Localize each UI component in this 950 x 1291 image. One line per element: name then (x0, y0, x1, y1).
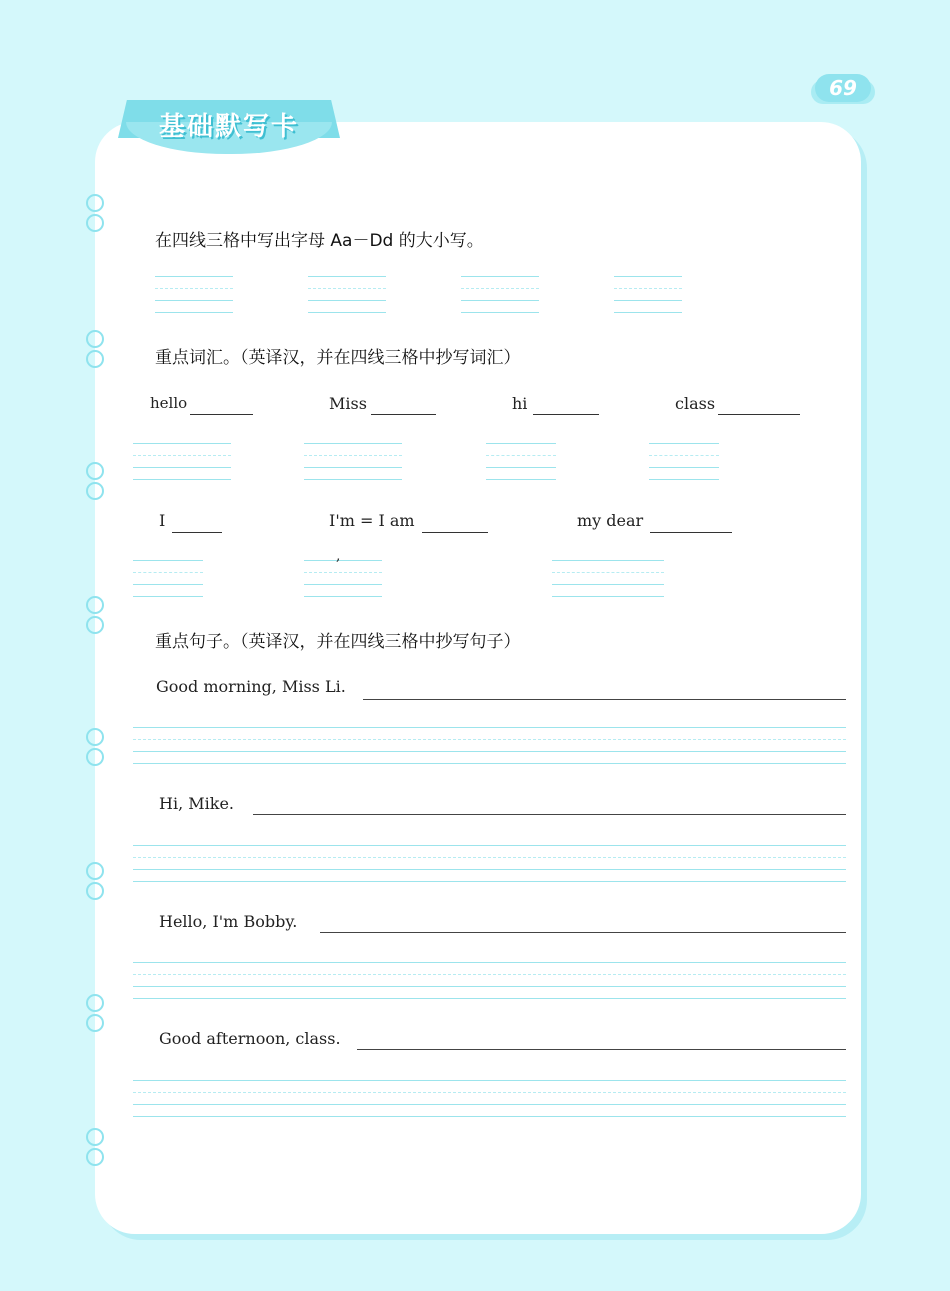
answer-line[interactable] (253, 814, 846, 815)
writing-grid[interactable] (304, 443, 402, 479)
answer-line[interactable] (320, 932, 846, 933)
answer-blank[interactable] (533, 414, 599, 415)
writing-grid[interactable] (133, 1080, 846, 1116)
vocab-word: I'm = I am (329, 511, 415, 530)
sentence: Hi, Mike. (159, 794, 234, 813)
q3-instruction: 重点句子。（英译汉，并在四线三格中抄写句子） (155, 632, 521, 652)
writing-grid[interactable] (649, 443, 719, 479)
sentence: Hello, I'm Bobby. (159, 912, 298, 931)
page-number: 69 (815, 74, 871, 102)
binder-ring-icon (86, 728, 108, 762)
writing-grid[interactable] (486, 443, 556, 479)
q2-instruction: 重点词汇。（英译汉，并在四线三格中抄写词汇） (155, 348, 521, 368)
writing-grid[interactable] (133, 845, 846, 881)
answer-line[interactable] (357, 1049, 846, 1050)
section-title-tab (118, 100, 340, 154)
writing-grid[interactable] (133, 962, 846, 998)
binder-ring-icon (86, 330, 108, 364)
writing-grid[interactable] (552, 560, 664, 596)
vocab-word: hi (512, 394, 528, 413)
vocab-word: I (159, 511, 166, 530)
answer-blank[interactable] (371, 414, 436, 415)
binder-ring-icon (86, 596, 108, 630)
writing-grid[interactable] (308, 276, 386, 312)
writing-grid[interactable] (133, 727, 846, 763)
sentence: Good afternoon, class. (159, 1029, 341, 1048)
vocab-word: my dear (577, 511, 644, 530)
vocab-word: class (675, 394, 716, 413)
answer-blank[interactable] (718, 414, 800, 415)
binder-ring-icon (86, 862, 108, 896)
answer-blank[interactable] (650, 532, 732, 533)
sentence: Good morning, Miss Li. (156, 677, 346, 696)
answer-blank[interactable] (190, 414, 253, 415)
writing-grid[interactable] (133, 443, 231, 479)
section-title: 基础默写卡 (158, 112, 299, 142)
q1-instruction: 在四线三格中写出字母 Aa－Dd 的大小写。 (155, 231, 484, 251)
answer-blank[interactable] (172, 532, 222, 533)
vocab-word: Miss (329, 394, 367, 413)
writing-grid[interactable] (614, 276, 682, 312)
writing-grid[interactable] (461, 276, 539, 312)
vocab-word: hello (150, 394, 188, 412)
writing-grid[interactable] (155, 276, 233, 312)
binder-ring-icon (86, 994, 108, 1028)
comma-mark: , (336, 548, 341, 564)
writing-grid[interactable] (304, 560, 382, 596)
answer-blank[interactable] (422, 532, 488, 533)
writing-grid[interactable] (133, 560, 203, 596)
binder-ring-icon (86, 462, 108, 496)
binder-ring-icon (86, 1128, 108, 1162)
answer-line[interactable] (363, 699, 846, 700)
binder-ring-icon (86, 194, 108, 228)
